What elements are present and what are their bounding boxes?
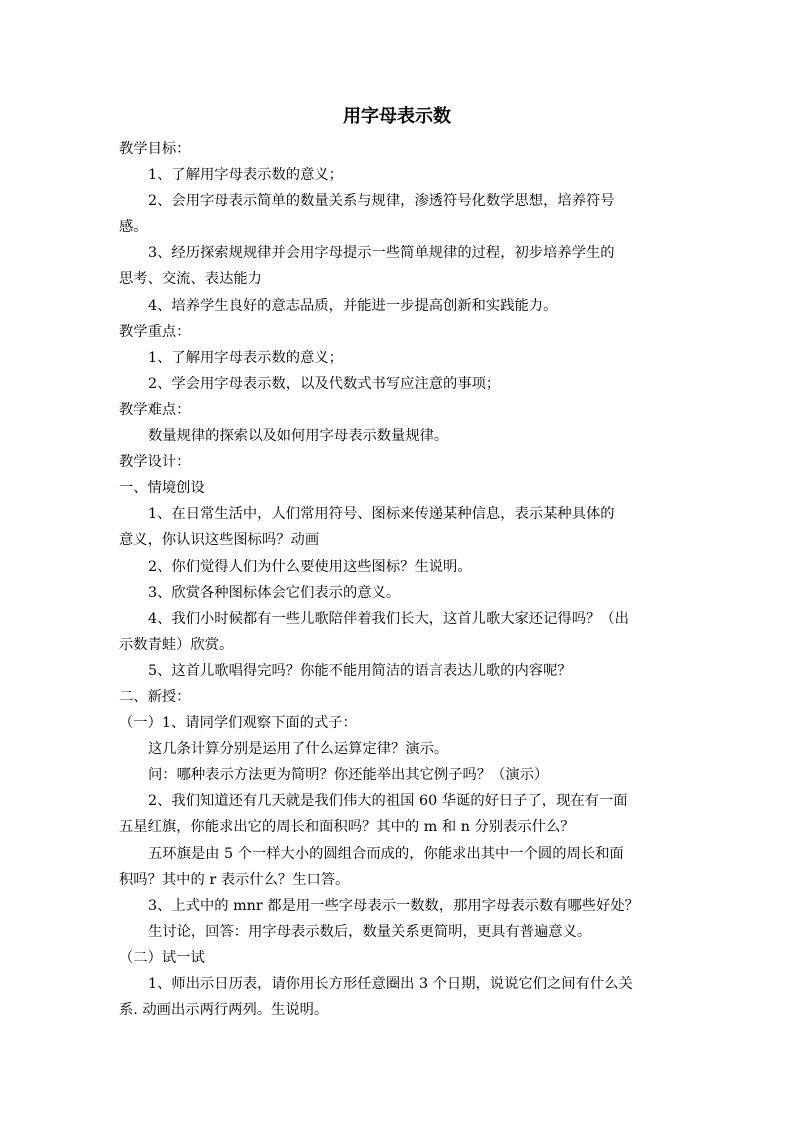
text-line: 五星红旗，你能求出它的周长和面积吗？其中的 m 和 n 分别表示什么？ (119, 819, 575, 836)
text-line: 生讨论，回答：用字母表示数后，数量关系更简明，更具有普遍意义。 (148, 923, 592, 940)
text-line: 五环旗是由 5 个一样大小的圆组合而成的，你能求出其中一个圆的周长和面 (148, 845, 624, 862)
text-line: （二）试一试 (119, 949, 205, 966)
text-line: 积吗？其中的 r 表示什么？生口答。 (119, 871, 350, 888)
text-line: 问：哪种表示方法更为简明？你还能举出其它例子吗？（演示） (148, 767, 549, 784)
text-line: 这几条计算分别是运用了什么运算定律？演示。 (148, 741, 449, 758)
text-line: 2、你们觉得人们为什么要使用这些图标？生说明。 (148, 558, 472, 575)
text-line: 数量规律的探索以及如何用字母表示数量规律。 (148, 428, 449, 445)
text-line: 1、了解用字母表示数的意义； (148, 167, 343, 184)
document-body (119, 136, 679, 1023)
text-line: 一、情境创设 (119, 480, 205, 497)
text-line: 1、师出示日历表，请你用长方形任意圈出 3 个日期，说说它们之间有什么关 (148, 976, 633, 992)
text-line: 教学难点： (119, 401, 191, 418)
text-line: 1、了解用字母表示数的意义； (148, 349, 343, 366)
text-line: 意义，你认识这些图标吗？动画 (119, 532, 320, 549)
text-line: 2、我们知道还有几天就是我们伟大的祖国 60 华诞的好日子了，现在有一面 (148, 793, 628, 810)
text-line: 教学目标： (119, 141, 191, 157)
text-line: 3、经历探索规规律并会用字母提示一些简单规律的过程，初步培养学生的 (148, 245, 615, 262)
text-line: 系. 动画出示两行两列。生说明。 (119, 1002, 329, 1019)
text-line: 教学设计： (119, 454, 191, 471)
text-line: 3、欣赏各种图标体会它们表示的意义。 (148, 584, 401, 601)
text-line: 5、这首儿歌唱得完吗？你能不能用简洁的语言表达儿歌的内容呢？ (148, 662, 572, 679)
text-line: 1、在日常生活中，人们常用符号、图标来传递某种信息，表示某种具体的 (148, 506, 615, 523)
text-line: 思考、交流、表达能力 (119, 271, 262, 288)
text-line: 二、新授： (119, 688, 191, 705)
text-line: 示数青蛙）欣赏。 (119, 636, 234, 653)
text-line: 2、学会用字母表示数，以及代数式书写应注意的事项； (148, 375, 501, 392)
text-line: 3、上式中的 mnr 都是用一些字母表示一数数，那用字母表示数有哪些好处？ (148, 897, 639, 914)
text-line: 4、我们小时候都有一些儿歌陪伴着我们长大，这首儿歌大家还记得吗？（出 (148, 610, 629, 627)
document-title: 用字母表示数 (343, 106, 451, 127)
text-line: 感。 (119, 219, 148, 236)
text-line: 2、会用字母表示简单的数量关系与规律，渗透符号化数学思想，培养符号 (148, 193, 615, 210)
text-line: （一）1、请同学们观察下面的式子： (119, 715, 357, 732)
text-line: 教学重点： (119, 323, 191, 340)
text-line: 4、培养学生良好的意志品质，并能进一步提高创新和实践能力。 (148, 297, 558, 314)
